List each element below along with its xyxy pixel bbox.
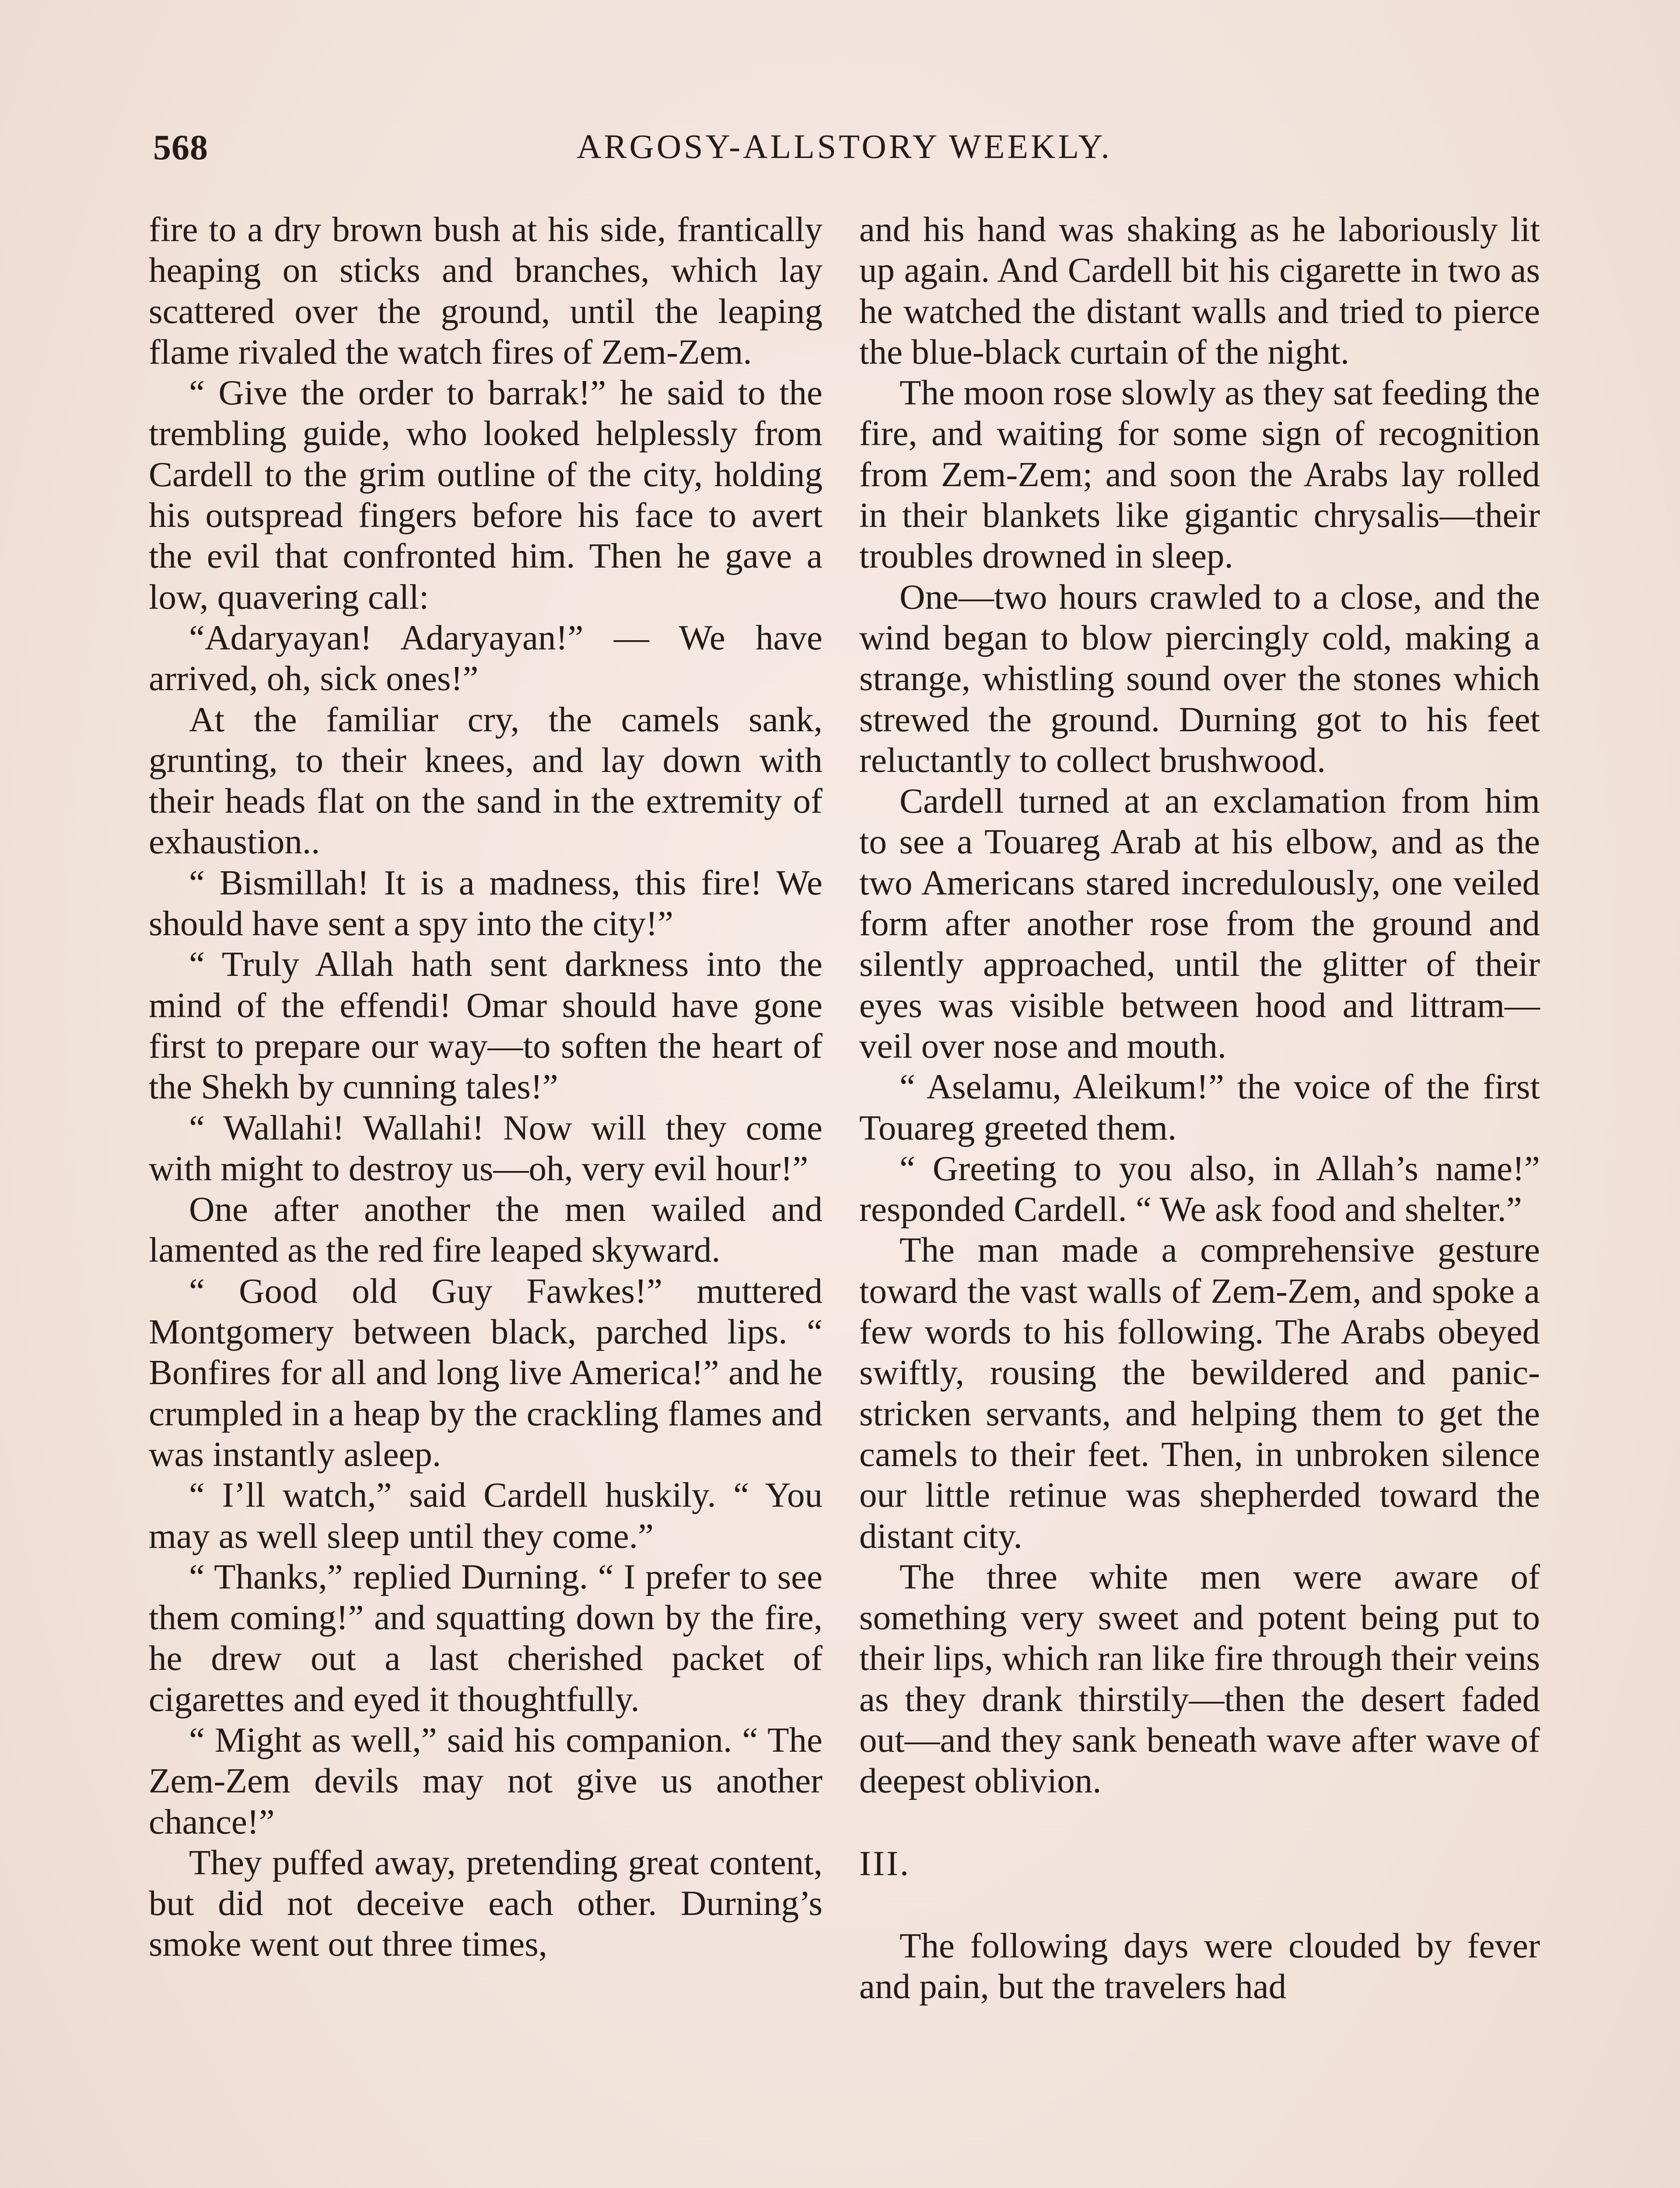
paragraph: One—two hours crawled to a close, and the wind began to blow piercingly cold, making a strange, whistling sound over the stones which strewed the ground. Durning got to his feet reluctantly to collect brushwood. bbox=[859, 577, 1540, 780]
paragraph: “ Good old Guy Fawkes!” muttered Montgomery between black, parched lips. “ Bonfires for all and long live America!” and he crumpled in a heap by the crackling flames and was instantly asleep. bbox=[149, 1271, 822, 1474]
paragraph: At the familiar cry, the camels sank, grunting, to their knees, and lay down with their heads flat on the sand in the extremity of exhaustion.. bbox=[149, 699, 822, 862]
page-number: 568 bbox=[153, 127, 208, 167]
paragraph: “Adaryayan! Adaryayan!” — We have arrived, oh, sick ones!” bbox=[149, 617, 822, 698]
chapter-heading: III. bbox=[859, 1843, 911, 1883]
paragraph: “ Truly Allah hath sent darkness into the mind of the effendi! Omar should have gone first to prepare our way—to soften the heart of the Shekh by cunning tales!” bbox=[149, 944, 822, 1107]
paragraph: and his hand was shaking as he laboriously lit up again. And Cardell bit his cigarette in two as he watched the distant walls and tried to pierce the blue-black curtain of the night. bbox=[859, 210, 1540, 372]
paragraph: One after another the men wailed and lamented as the red fire leaped skyward. bbox=[149, 1189, 822, 1270]
paragraph: “ Give the order to barrak!” he said to the trembling guide, who looked helplessly from Cardell to the grim outline of the city, holding his outspread fingers before his face to avert the evil that confronted him. Then he gave a low, quavering call: bbox=[149, 373, 822, 617]
paragraph: fire to a dry brown bush at his side, frantically heaping on sticks and branches, which lay scattered over the ground, until the leaping flame rivaled the watch fires of Zem-Zem. bbox=[149, 210, 822, 372]
paragraph: “ Might as well,” said his companion. “ The Zem-Zem devils may not give us another chance!” bbox=[149, 1720, 822, 1841]
paragraph: “ I’ll watch,” said Cardell huskily. “ You may as well sleep until they come.” bbox=[149, 1475, 822, 1556]
paragraph: “ Wallahi! Wallahi! Now will they come with might to destroy us—oh, very evil hour!” bbox=[149, 1108, 822, 1188]
paragraph: “ Thanks,” replied Durning. “ I prefer to see them coming!” and squatting down by the fire, he drew out a last cherished packet of cigarettes and eyed it thoughtfully. bbox=[149, 1557, 822, 1719]
paragraph: “ Bismillah! It is a madness, this fire! We should have sent a spy into the city!” bbox=[149, 863, 822, 943]
paragraph: “ Aselamu, Aleikum!” the voice of the first Touareg greeted them. bbox=[859, 1067, 1540, 1147]
page-header bbox=[149, 127, 1540, 179]
paragraph: The man made a comprehensive gesture toward the vast walls of Zem-Zem, and spoke a few words to his following. The Arabs obeyed swiftly, rousing the bewildered and panic-stricken servants, and helping them to get the camels to their feet. Then, in unbroken silence our little retinue was shepherded toward the distant city. bbox=[859, 1230, 1540, 1556]
paragraph: Cardell turned at an exclamation from him to see a Touareg Arab at his elbow, and as the two Americans stared incredulously, one veiled form after another rose from the ground and silently approached, until the glitter of their eyes was visible between hood and littram—veil over nose and mouth. bbox=[859, 781, 1540, 1066]
running-head: ARGOSY-ALLSTORY WEEKLY. bbox=[577, 127, 1112, 165]
paragraph: “ Greeting to you also, in Allah’s name!” responded Cardell. “ We ask food and shelter.” bbox=[859, 1148, 1540, 1229]
paragraph: They puffed away, pretending great content, but did not deceive each other. Durning’s smoke went out three times, bbox=[149, 1842, 822, 1964]
paragraph: The three white men were aware of something very sweet and potent being put to their lips, which ran like fire through their veins as they drank thirstily—then the desert faded out—and they sank beneath wave after wave of deepest oblivion. bbox=[859, 1557, 1540, 1801]
left-column bbox=[149, 209, 822, 1965]
right-column bbox=[859, 209, 1540, 2007]
paragraph: The following days were clouded by fever and pain, but the travelers had bbox=[859, 1925, 1540, 2006]
paragraph: The moon rose slowly as they sat feeding the fire, and waiting for some sign of recognition from Zem-Zem; and soon the Arabs lay rolled in their blankets like gigantic chrysalis—their troubles drowned in sleep. bbox=[859, 373, 1540, 576]
